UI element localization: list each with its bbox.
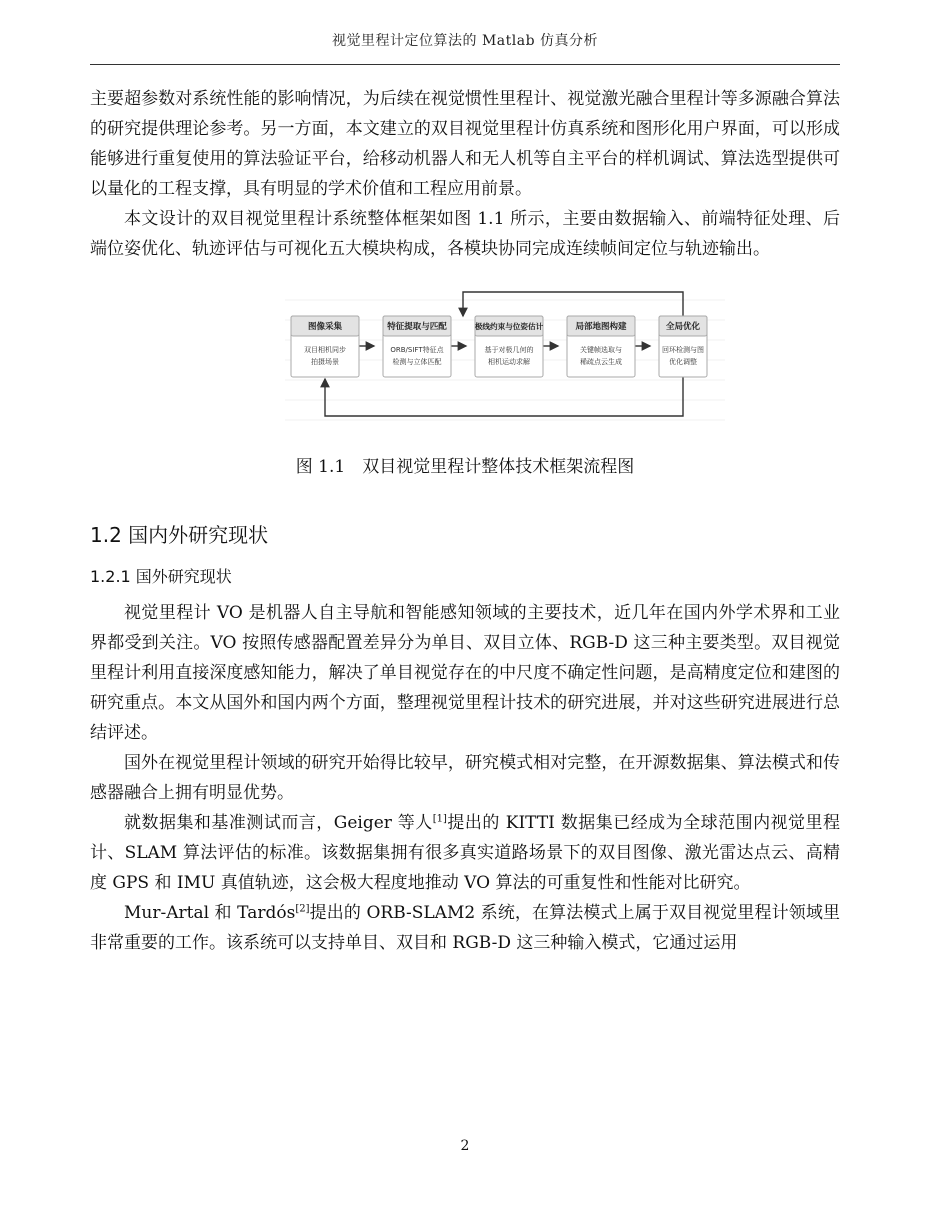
section-heading: 1.2 国内外研究现状: [90, 523, 269, 547]
flow-box-line: 检测与立体匹配: [392, 358, 442, 366]
flow-box-title: 图像采集: [307, 322, 343, 332]
paragraph-intro-1: 主要超参数对系统性能的影响情况，为后续在视觉惯性里程计、视觉激光融合里程计等多源融合算法的研究提供理论参考。另一方面，本文建立的双目视觉里程计仿真系统和图形化用户界面，可以形成能够进行重复使用的算法验证平台，给移动机器人和无人机等自主平台的样机调试、算法选型提供可以量化的工程支撑，具有明显的学术价值和工程应用前景。: [90, 89, 840, 199]
flow-box-title: 局部地图构建: [575, 322, 627, 332]
paragraph-body-3: [90, 808, 840, 898]
citation-ref-2: [2]: [295, 903, 310, 915]
paragraph-text: 提出的 ORB-SLAM2 系统，在算法模式上属于双目视觉里程计领域里非常重要的工作。该系统可以支持单目、双目和 RGB-D 这三种输入模式，它通过运用: [90, 903, 840, 953]
paragraph-text: 提出的 KITTI 数据集已经成为全球范围内视觉里程计、SLAM 算法评估的标准。该数据集拥有很多真实道路场景下的双目图像、激光雷达点云、高精度 GPS 和 IMU 真值轨迹，这会极大程度地推动 VO 算法的可重复性和性能对比研究。: [90, 813, 840, 893]
flow-box-global-optimization: [659, 316, 707, 377]
flow-box-title: 特征提取与匹配: [387, 322, 447, 332]
paragraph-body-2: 国外在视觉里程计领域的研究开始得比较早，研究模式相对完整，在开源数据集、算法模式和传感器融合上拥有明显优势。: [90, 753, 840, 803]
flow-box-line: 拍摄场景: [311, 358, 339, 366]
flow-box-line: 基于对极几何的: [484, 346, 534, 354]
flow-box-line: 相机运动求解: [488, 358, 530, 366]
flow-box-feature-matching: [383, 316, 451, 377]
citation-ref-1: [1]: [432, 813, 447, 825]
flow-box-line: 关键帧选取与: [580, 346, 622, 354]
feedback-arrow-bottom: [325, 377, 683, 416]
flow-box-line: ORB/SIFT特征点: [390, 346, 444, 354]
flow-box-line: 稀疏点云生成: [580, 358, 622, 366]
paragraph-text: Mur-Artal 和 Tardós: [124, 903, 296, 923]
paragraph-body-1: 视觉里程计 VO 是机器人自主导航和智能感知领域的主要技术，近几年在国内外学术界和工业界都受到关注。VO 按照传感器配置差异分为单目、双目立体、RGB-D 这三种主要类型。双目视觉里程计利用直接深度感知能力，解决了单目视觉存在的中尺度不确定性问题，是高精度定位和建图的研究重点。本文从国外和国内两个方面，整理视觉里程计技术的研究进展，并对这些研究进展进行总结评述。: [90, 603, 840, 743]
flow-box-title: 全局优化: [665, 322, 701, 332]
flow-box-line: 双目相机同步: [304, 346, 346, 354]
header-rule: [90, 64, 840, 65]
page-content: [90, 84, 840, 958]
paragraph-intro-2: 本文设计的双目视觉里程计系统整体框架如图 1.1 所示，主要由数据输入、前端特征处理、后端位姿优化、轨迹评估与可视化五大模块构成，各模块协同完成连续帧间定位与轨迹输出。: [90, 209, 840, 259]
framework-flowchart: [285, 280, 725, 428]
flow-box-line: 优化调整: [669, 358, 697, 366]
subsection-heading: 1.2.1 国外研究现状: [90, 567, 232, 586]
flow-box-title: 极线约束与位姿估计: [474, 322, 544, 331]
flow-box-line: 回环检测与图: [662, 346, 704, 354]
flow-box-local-map: [567, 316, 635, 377]
flow-box-pose-estimation: [474, 316, 544, 377]
figure-1-1: [90, 280, 840, 450]
figure-caption: 图 1.1 双目视觉里程计整体技术框架流程图: [295, 457, 635, 477]
feedback-arrow-top: [463, 292, 683, 316]
page-number: 2: [460, 1138, 470, 1154]
paragraph-text: 就数据集和基准测试而言，Geiger 等人: [124, 813, 433, 833]
paragraph-body-4: [90, 898, 840, 958]
flow-box-image-capture: [291, 316, 359, 377]
running-header: 视觉里程计定位算法的 Matlab 仿真分析: [332, 33, 598, 49]
